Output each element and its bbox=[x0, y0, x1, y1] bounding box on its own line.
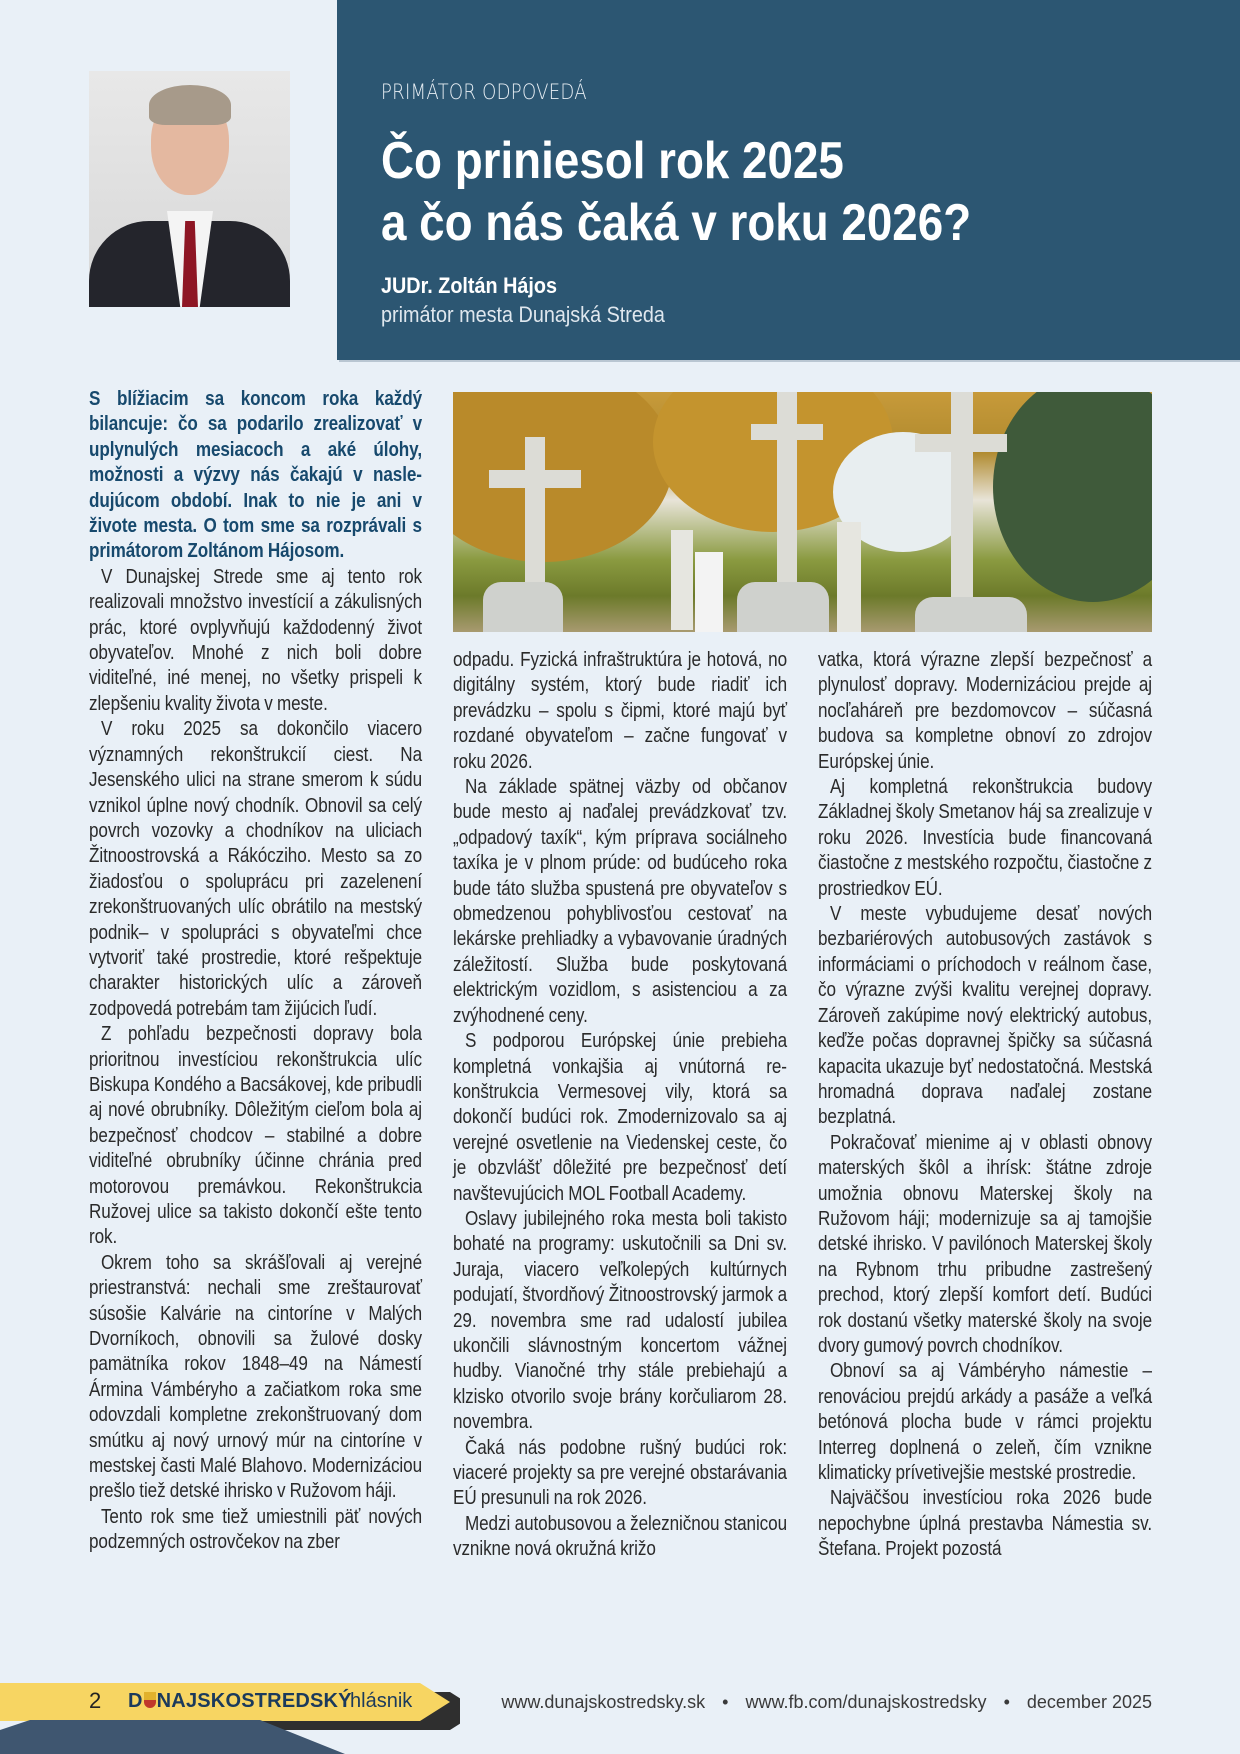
photo-cross bbox=[915, 434, 1007, 452]
paragraph: V Dunajskej Strede sme aj tento rok realizovali množstvo investícií a zákulisných prác, ktoré ovplyvňujú každodenný život obyvateľov. Mnohé z nich boli dobre viditeľné, iné menej, no všetky prispeli k zlepšeniu kvality života v meste. bbox=[89, 565, 422, 715]
article-title bbox=[381, 130, 971, 254]
paragraph: S podporou Európskej únie prebieha kompletná vonkajšia aj vnútorná rekonštrukcia Vermesovej vily, ktorá sa dokončí budúci rok. Zmodernizovalo sa aj verejné osvetlenie na Viedenskej ceste, čo je obzvlášť dôležité pre bezpečnosť detí navštevujúcich MOL Football Academy. bbox=[453, 1030, 787, 1205]
logo-text: EDSKÝ bbox=[281, 1690, 352, 1712]
paragraph-continuation: vatka, ktorá výrazne zlepší bezpečnosť a plynulosť dopravy. Modernizáciou prejde aj nocľaháreň pre bezdomovcov – súčasná budova sa kompletne obnoví zo zdrojov Európskej únie. bbox=[818, 649, 1152, 773]
photo-cross bbox=[489, 470, 581, 488]
photo-rock bbox=[915, 597, 1027, 632]
paragraph: Obnoví sa aj Vámbéryho námestie – renováciou prejdú arkády a pasáže a veľká betónová plocha bude v rámci projektu Interreg doplnená o zeleň, čím vznikne klimaticky prívetivejšie mestské prostredie. bbox=[818, 1360, 1152, 1484]
photo-priest bbox=[695, 552, 723, 632]
logo-text: NAJSKOSTR bbox=[156, 1690, 282, 1712]
article-lead: S blížiacim sa koncom roka každý bilancuje: čo sa podarilo zrealizovať v uplynulých mesiacoch a aké úlohy, možnosti a výzvy nás čakajú v nasledujúcom období. Inak to nie je ani v živote mesta. O tom sme sa rozprávali s primátorom Zoltánom Hájosom. bbox=[89, 388, 422, 563]
separator: • bbox=[1003, 1692, 1010, 1712]
website-link[interactable]: www.dunajskostredsky.sk bbox=[501, 1692, 706, 1712]
photo-rock bbox=[737, 582, 829, 632]
page-number: 2 bbox=[89, 1688, 102, 1713]
column-middle-text bbox=[453, 648, 787, 1563]
facebook-link[interactable]: www.fb.com/dunajskostredsky bbox=[745, 1692, 987, 1712]
column-left-text bbox=[89, 387, 422, 1556]
paragraph: Čaká nás podobne rušný budúci rok: viaceré projekty sa pre verejné obstarávania EÚ presunuli na rok 2026. bbox=[453, 1436, 787, 1510]
calvary-photo bbox=[453, 392, 1152, 632]
column-left bbox=[89, 387, 422, 1556]
paragraph: V meste vybudujeme desať nových bezbariérových autobusových zastávok s informáciami o príchodoch v reálnom čase, čo výrazne zvýši kvalitu verejnej dopravy. Zároveň zakúpime nový elektrický autobus, keďže počas dopravnej špičky sa súčasná kapacita ukazuje byť nedostatočná. Mestská hromadná doprava naďalej zostane bezplatná. bbox=[818, 903, 1152, 1129]
author-portrait bbox=[89, 71, 290, 307]
logo-subtitle: hlásnik bbox=[350, 1690, 413, 1712]
author-role: primátor mesta Dunajská Streda bbox=[381, 302, 665, 327]
photo-cross bbox=[751, 424, 823, 440]
photo-statue bbox=[671, 530, 693, 630]
column-middle bbox=[453, 648, 787, 1563]
column-right-text bbox=[818, 648, 1152, 1563]
author-name: JUDr. Zoltán Hájos bbox=[381, 273, 558, 298]
title-line-1: Čo priniesol rok 2025 bbox=[381, 132, 844, 190]
logo-text: D bbox=[128, 1690, 143, 1712]
paragraph: Okrem toho sa skrášľovali aj verejné priestranstvá: nechali sme zreštaurovať súsošie Kalvárie na cintoríne v Malých Dvorníkoch, obnovili sa žulové dosky pamätníka rokov 1848–49 na Námestí Ármina Vámbéryho a začiatkom roka sme odovzdali kompletne zrekonštruovaný dom smútku aj nový urnový múr na cintoríne v mestskej časti Malé Blahovo. Modernizáciou prešlo tiež detské ihrisko v Ružovom háji. bbox=[89, 1251, 422, 1503]
photo-tree bbox=[993, 392, 1152, 602]
separator: • bbox=[722, 1692, 729, 1712]
title-line-2: a čo nás čaká v roku 2026? bbox=[381, 194, 972, 252]
section-kicker: PRIMÁTOR ODPOVEDÁ bbox=[381, 80, 587, 104]
article-header bbox=[337, 0, 1240, 360]
footer-links bbox=[501, 1692, 1152, 1713]
coat-of-arms-icon bbox=[144, 1692, 156, 1708]
issue-date: december 2025 bbox=[1026, 1692, 1152, 1712]
paragraph: Na základe spätnej väzby od občanov bude mesto aj naďalej prevádzkovať tzv. „odpadový taxík“, kým príprava sociálneho taxíka je v plnom prúde: od budúceho roka bude táto služba spustená pre obyvateľov s obmedzenou pohyblivosťou cestovať na lekárske prehliadky a vybavovanie úradných záležitostí. Služba bude poskytovaná elektrickým vozidlom, s asistenciou a za zvýhodnené ceny. bbox=[453, 776, 787, 1027]
paragraph: Z pohľadu bezpečnosti dopravy bola prioritnou investíciou rekonštrukcia ulíc Biskupa Kondého a Bacsákovej, kde pribudli aj nové obrubníky. Dôležitým cieľom bola aj bezpečnosť chodcov – stabilné a dobre viditeľné obrubníky účinne chránia pred motorovou premávkou. Rekonštrukcia Ružovej ulice sa takisto dokončí ešte tento rok. bbox=[89, 1023, 422, 1249]
photo-statue bbox=[837, 522, 861, 632]
paragraph: Najväčšou investíciou roka 2026 bude nepochybne úplná prestavba Námestia sv. Štefana. Projekt pozostá bbox=[818, 1487, 1152, 1561]
paragraph: Aj kompletná rekonštrukcia budovy Základnej školy Smetanov háj sa zrealizuje v roku 2026. Investícia bude financovaná čiastočne z mestského rozpočtu, čiastočne z prostriedkov EÚ. bbox=[818, 776, 1152, 900]
photo-cross bbox=[951, 392, 973, 612]
paragraph: V roku 2025 sa dokončilo viacero významných rekonštrukcií ciest. Na Jesenského ulici na strane smerom k súdu vznikol úplne nový chodník. Obnovil sa celý povrch vozovky a chodníkov na uliciach Žitnoostrovská a Rákócziho. Mesto sa zo žiadosťou o spoluprácu pri zazelenení zrekonštruovaných ulíc obrátilo na mestský podnik– v spolupráci s obyvateľmi chce vytvoriť také prostredie, ktoré rešpektuje charakter historických ulíc a zároveň zodpovedá potrebám tam žijúcich ľudí. bbox=[89, 718, 422, 1020]
portrait-hair bbox=[149, 85, 231, 125]
paragraph: Medzi autobusovou a železničnou stanicou vznikne nová okružná križo bbox=[453, 1512, 787, 1561]
paragraph: Pokračovať mienime aj v oblasti obnovy materských škôl a ihrísk: štátne zdroje umožnia obnovu Materskej školy na Ružovom háji; modernizuje sa aj tamojšie detské ihrisko. V pavilónoch Materskej školy na Rybnom trhu pribudne zastrešený prechod, ktorý zlepší komfort detí. Budúci rok dostanú všetky materské školy na svoje dvory gumový povrch chodníkov. bbox=[818, 1131, 1152, 1357]
paragraph-continuation: odpadu. Fyzická infraštruktúra je hotová, no digitálny systém, ktorý bude riadiť ich prevádzku – spolu s čipmi, ktoré majú byť rozdané obyvateľom – začne fungovať v roku 2026. bbox=[453, 649, 787, 773]
paragraph: Tento rok sme tiež umiestnili päť nových podzemných ostrovčekov na zber bbox=[89, 1505, 422, 1554]
publication-logo bbox=[128, 1690, 352, 1713]
paragraph: Oslavy jubilejného roka mesta boli takisto bohaté na programy: uskutočnili sa Dni sv. Juraja, viacero veľkolepých kultúrnych podujatí, štvordňový Žitnoostrovský jarmok a 29. novembra sme rad udalostí jubilea ukončili slávnostným koncertom vážnej hudby. Vianočné trhy stále prebiehajú a klzisko otvorilo svoje brány korčuliarom 28. novembra. bbox=[453, 1207, 787, 1434]
photo-rock bbox=[483, 582, 563, 632]
column-right bbox=[818, 648, 1152, 1563]
